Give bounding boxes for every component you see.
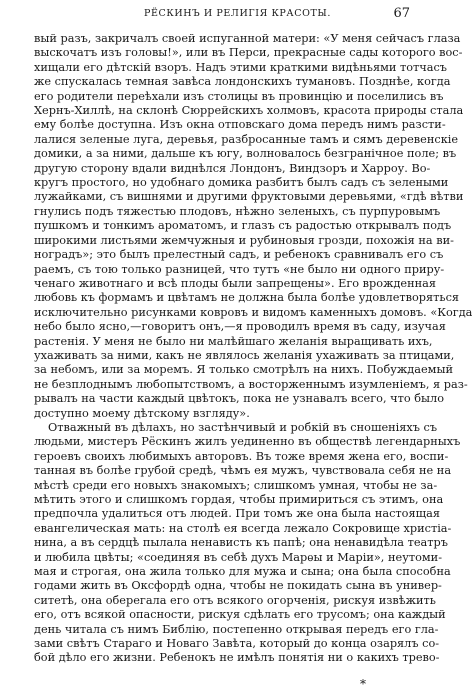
text-line: ухаживать за ними, какъ не являлось желанія ухаживать за птицами, (34, 348, 455, 362)
body-text (34, 32, 472, 666)
text-line: небо было ясно,—говоритъ онъ,—я проводилъ время въ саду, изучая (34, 320, 446, 334)
running-title: РЁСКИНЪ И РЕЛИГІЯ КРАСОТЫ. (144, 8, 331, 19)
text-line: мая и строгая, она жила только для мужа и сына; она была способна (34, 565, 451, 579)
text-line: растенія. У меня не было ни малѣйшаго желанія выращивать ихъ, (34, 334, 433, 348)
page-header (34, 6, 410, 24)
text-line: и любила цвѣты; «соединяя въ себѣ духъ Марѳы и Маріи», неутоми- (34, 550, 443, 564)
text-line: любовь къ формамъ и цвѣтамъ не должна была болѣе удовлетворяться (34, 291, 460, 305)
text-line: гнулись подъ тяжестью плодовъ, нѣжно зеленыхъ, съ пурпуровымъ (34, 204, 441, 218)
text-line: широкими листьями жемчужныя и рубиновыя грозди, похожія на ви- (34, 233, 454, 247)
text-line: другую сторону вдали виднѣлся Лондонъ, Виндзоръ и Харроу. Во- (34, 161, 431, 175)
text-line: его, отъ всякой опасности, рискуя сдѣлать его трусомъ; она каждый (34, 608, 446, 622)
text-line: героевъ своихъ любимыхъ авторовъ. Въ тоже время жена его, воспи- (34, 449, 449, 463)
text-line: его родители переѣхали изъ столицы въ провинцію и поселились въ (34, 89, 444, 103)
text-line: танная въ болѣе грубой средѣ, чѣмъ ея мужъ, чувствовала себя не на (34, 464, 452, 478)
footnote-asterisk: * (360, 677, 366, 691)
text-line: ситетѣ, она оберегала его отъ всякого огорченія, рискуя извѣжить (34, 593, 436, 607)
text-line: за небомъ, или за моремъ. Я только смотрѣлъ на нихъ. Побуждаемый (34, 363, 453, 377)
text-line: евангелическая мать: на столѣ ея всегда лежало Сокровище христіа- (34, 521, 452, 535)
text-line: бой дѣло его жизни. Ребенокъ не имѣлъ понятія ни о какихъ трево- (34, 651, 440, 665)
text-line: выскочатъ изъ головы!», или въ Перси, прекрасные сады которого вос- (34, 46, 463, 60)
page-number: 67 (393, 6, 410, 21)
text-line: день читала съ нимъ Библію, постепенно открывая передъ его гла- (34, 622, 439, 636)
text-line: людьми, мистеръ Рёскинъ жилъ уединенно въ обществѣ легендарныхъ (34, 435, 461, 449)
text-line: домики, а за ними, дальше къ югу, волновалось безгранічное поле; въ (34, 147, 457, 161)
text-line: же спускалась темная завѣса лондонскихъ тумановъ. Позднѣе, когда (34, 75, 451, 89)
text-line: мѣстѣ среди его новыхъ знакомыхъ; слишкомъ умная, чтобы не за- (34, 478, 438, 492)
text-line: ченаго животнаго и всѣ плоды были запрещены». Его врожденная (34, 276, 437, 290)
paragraph-first-line: Отважный въ дѣлахъ, но застѣнчивый и робкій въ сношеніяхъ съ (48, 420, 438, 434)
text-line: предпочла удалиться отъ людей. При томъ же она была настоящая (34, 507, 440, 521)
text-line: Хернъ-Хиллѣ, на склонѣ Сюррейскихъ холмовъ, красота природы стала (34, 104, 464, 118)
text-line: рывалъ на части каждый цвѣтокъ, пока не узнавалъ всего, что было (34, 392, 445, 406)
text-line: исключительно рисунками ковровъ и видомъ каменныхъ домовъ. «Когда (34, 305, 472, 319)
text-line: кругъ простого, но удобнаго домика разбитъ былъ садъ съ зелеными (34, 176, 449, 190)
text-line: пушкомъ и тонкимъ ароматомъ, и глазъ съ радостью открывалъ подъ (34, 219, 452, 233)
text-line: зами свѣтъ Стараго и Новаго Завѣта, который до конца озарялъ со- (34, 637, 440, 651)
text-line: раемъ, съ тою только разницей, что тутъ «не было ни одного приру- (34, 262, 445, 276)
text-line: вый разъ, закричалъ своей испуганной матери: «У меня сейчасъ глаза (34, 32, 461, 45)
text-line: не безплоднымъ любопытствомъ, а восторженнымъ изумленіемъ, я раз- (34, 377, 468, 391)
paragraph-last-line: доступно моему дѣтскому взгляду». (34, 406, 250, 420)
text-line: ноградъ»; это былъ прелестный садъ, и ребенокъ сравнивалъ его съ (34, 248, 444, 262)
text-line: нина, а въ сердцѣ пылала ненависть къ папѣ; она ненавидѣла театръ (34, 536, 448, 550)
text-line: мѣтить этого и слишкомъ гордая, чтобы примириться съ этимъ, она (34, 493, 444, 506)
text-line: лужайками, съ вишнями и другими фруктовыми деревьями, «гдѣ вѣтви (34, 190, 464, 204)
text-line: лалися зеленые луга, деревья, разбросанные тамъ и сямъ деревенскіе (34, 132, 459, 146)
text-line: хищали его дѣтскій взоръ. Надъ этими краткими видѣньями тотчасъ (34, 60, 447, 74)
text-line: ему болѣе доступна. Изъ окна отповскаго дома передъ нимъ разсти- (34, 118, 446, 132)
text-line: годами жить въ Оксфордѣ одна, чтобы не покидать сына въ универ- (34, 579, 442, 593)
